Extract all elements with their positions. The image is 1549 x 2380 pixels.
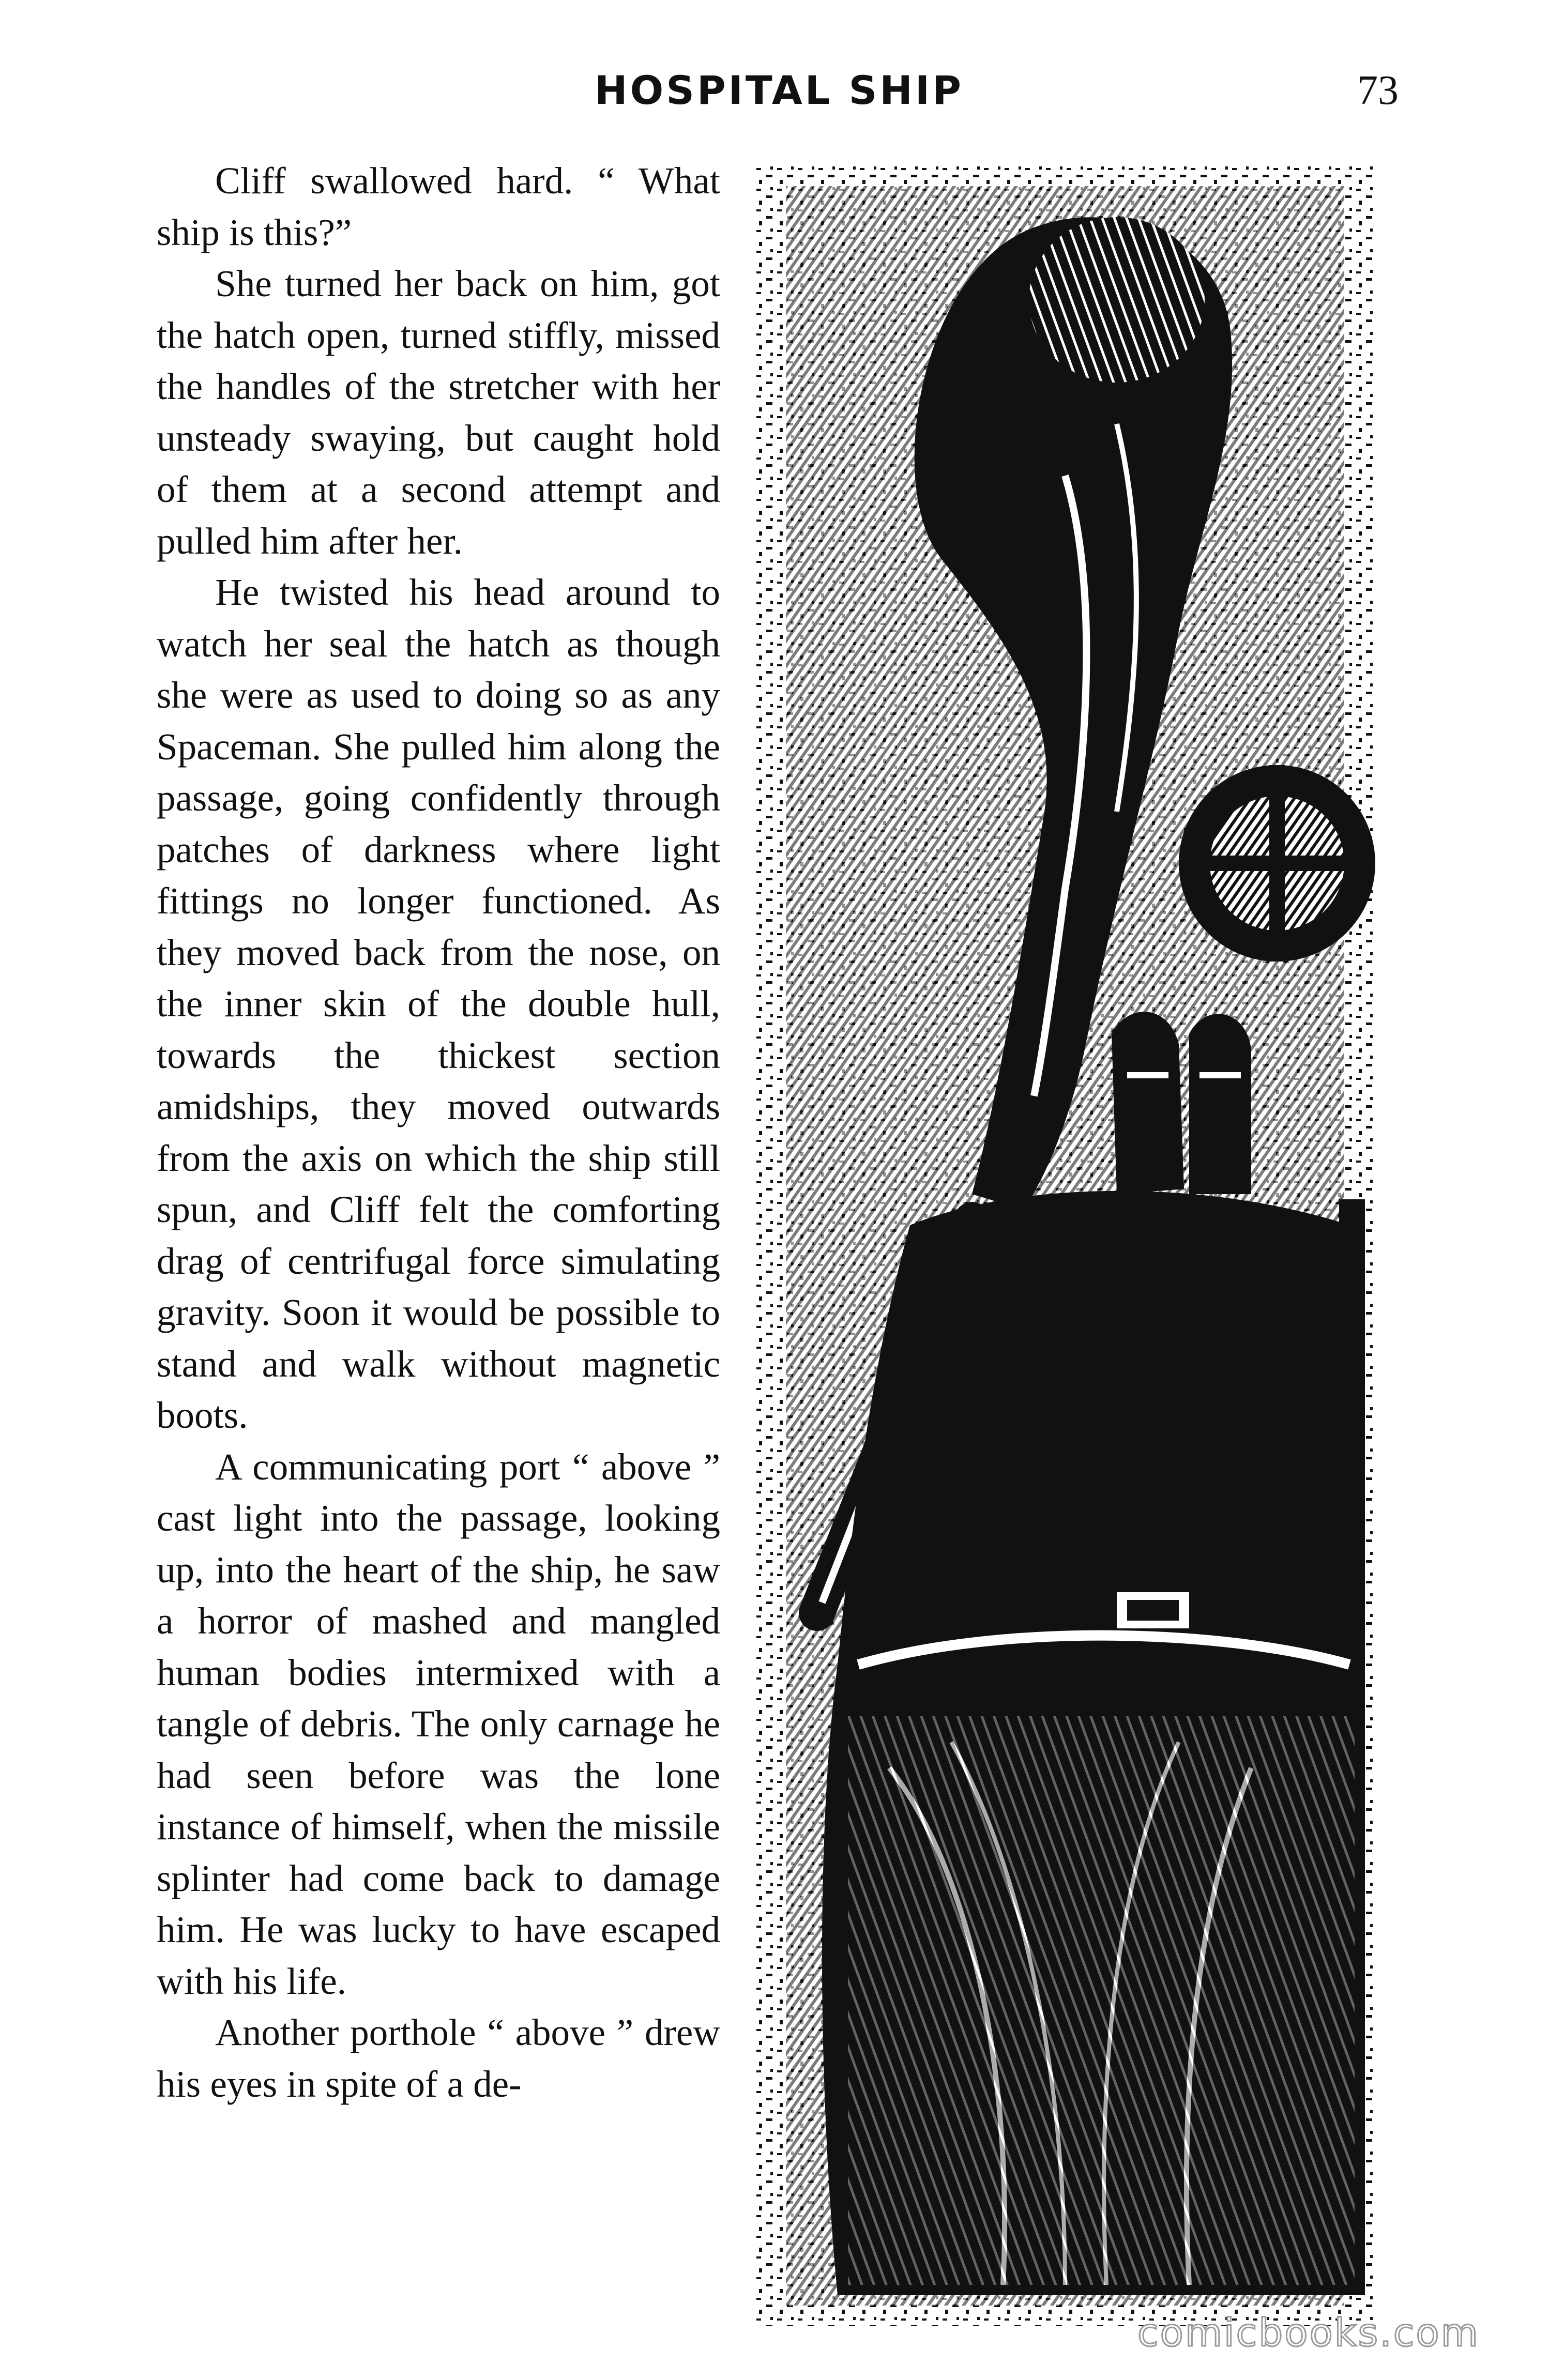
paragraph: A communicating port “ above ” cast light into the passage, looking up, into the heart of the ship, he saw a horror of mashed and mangled human bodies intermixed with a tangle of debris. The only carnage he had seen before was the lone instance of himself, when the missile splinter had come back to damage him. He was lucky to have escaped with his life. — [157, 1445, 720, 2002]
illustration-artwork — [755, 165, 1375, 2326]
running-title: HOSPITAL SHIP — [595, 67, 964, 113]
watermark: comicbooks.com — [1137, 2311, 1480, 2355]
paragraph: He twisted his head around to watch her seal the hatch as though she were as used to doing so as any Spaceman. She pulled him along the passage, going confidently through patches of darkness where light fittings no longer functioned. As they moved back from the nose, on the inner skin of the double hull, towards the thickest section amidships, they moved outwards from the axis on which the ship still spun, and Cliff felt the comforting drag of centrifugal force simulating gravity. Soon it would be possible to stand and walk without magnetic boots. — [157, 571, 720, 1436]
paragraph: Another porthole “ above ” drew his eyes in spite of a de- — [157, 2011, 720, 2105]
paragraph: Cliff swallowed hard. “ What ship is this?” — [157, 160, 720, 253]
text-column — [157, 155, 720, 2362]
page-header — [0, 67, 1549, 129]
stretcher-illustration — [755, 165, 1375, 2326]
paragraph: She turned her back on him, got the hatch open, turned stiffly, missed the handles of the stretcher with her unsteady swaying, but caught hold of them at a second attempt and pulled him after her. — [157, 263, 720, 562]
page-number: 73 — [1357, 68, 1399, 113]
